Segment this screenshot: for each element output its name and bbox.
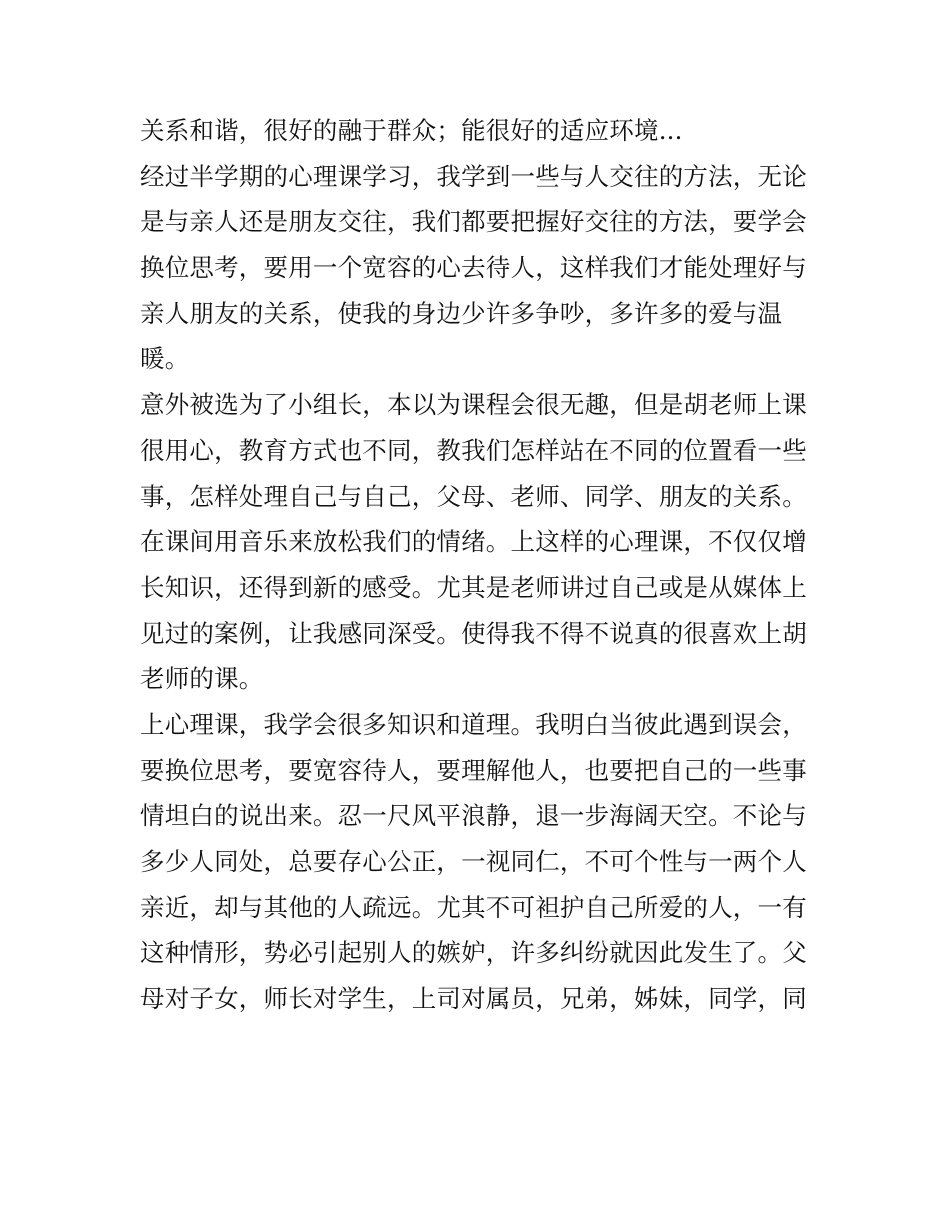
text-line: 换位思考，要用一个宽容的心去待人，这样我们才能处理好与 — [140, 253, 807, 283]
text-line: 关系和谐，很好的融于群众；能很好的适应环境... — [140, 116, 683, 145]
text-line: 长知识，还得到新的感受。尤其是老师讲过自己或是从媒体上 — [140, 572, 807, 602]
text-line: 这种情形，势必引起别人的嫉妒，许多纠纷就因此发生了。父 — [140, 938, 807, 968]
text-line: 多少人同处，总要存心公正，一视同仁，不可个性与一两个人 — [140, 847, 807, 876]
text-line: 亲近，却与其他的人疏远。尤其不可袒护自己所爱的人，一有 — [140, 892, 807, 922]
text-line: 暖。 — [140, 344, 190, 374]
text-line: 是与亲人还是朋友交往，我们都要把握好交往的方法，要学会 — [140, 207, 807, 237]
text-line: 情坦白的说出来。忍一尺风平浪静，退一步海阔天空。不论与 — [140, 801, 807, 831]
text-line: 上心理课，我学会很多知识和道理。我明白当彼此遇到误会， — [140, 709, 807, 739]
text-line: 事，怎样处理自己与自己，父母、老师、同学、朋友的关系。 — [140, 481, 807, 511]
text-line: 要换位思考，要宽容待人，要理解他人，也要把自己的一些事 — [140, 755, 807, 785]
text-line: 在课间用音乐来放松我们的情绪。上这样的心理课，不仅仅增 — [140, 527, 807, 557]
text-line: 母对子女，师长对学生，上司对属员，兄弟，姊妹，同学，同 — [140, 984, 807, 1014]
text-line: 见过的案例，让我感同深受。使得我不得不说真的很喜欢上胡 — [140, 618, 807, 648]
text-line: 很用心，教育方式也不同，教我们怎样站在不同的位置看一些 — [140, 435, 807, 465]
text-line: 老师的课。 — [140, 664, 264, 694]
text-line: 亲人朋友的关系，使我的身边少许多争吵，多许多的爱与温 — [140, 298, 783, 328]
text-line: 经过半学期的心理课学习，我学到一些与人交往的方法，无论 — [140, 161, 807, 191]
text-line: 意外被选为了小组长，本以为课程会很无趣，但是胡老师上课 — [140, 390, 807, 420]
body-text — [140, 108, 830, 1022]
